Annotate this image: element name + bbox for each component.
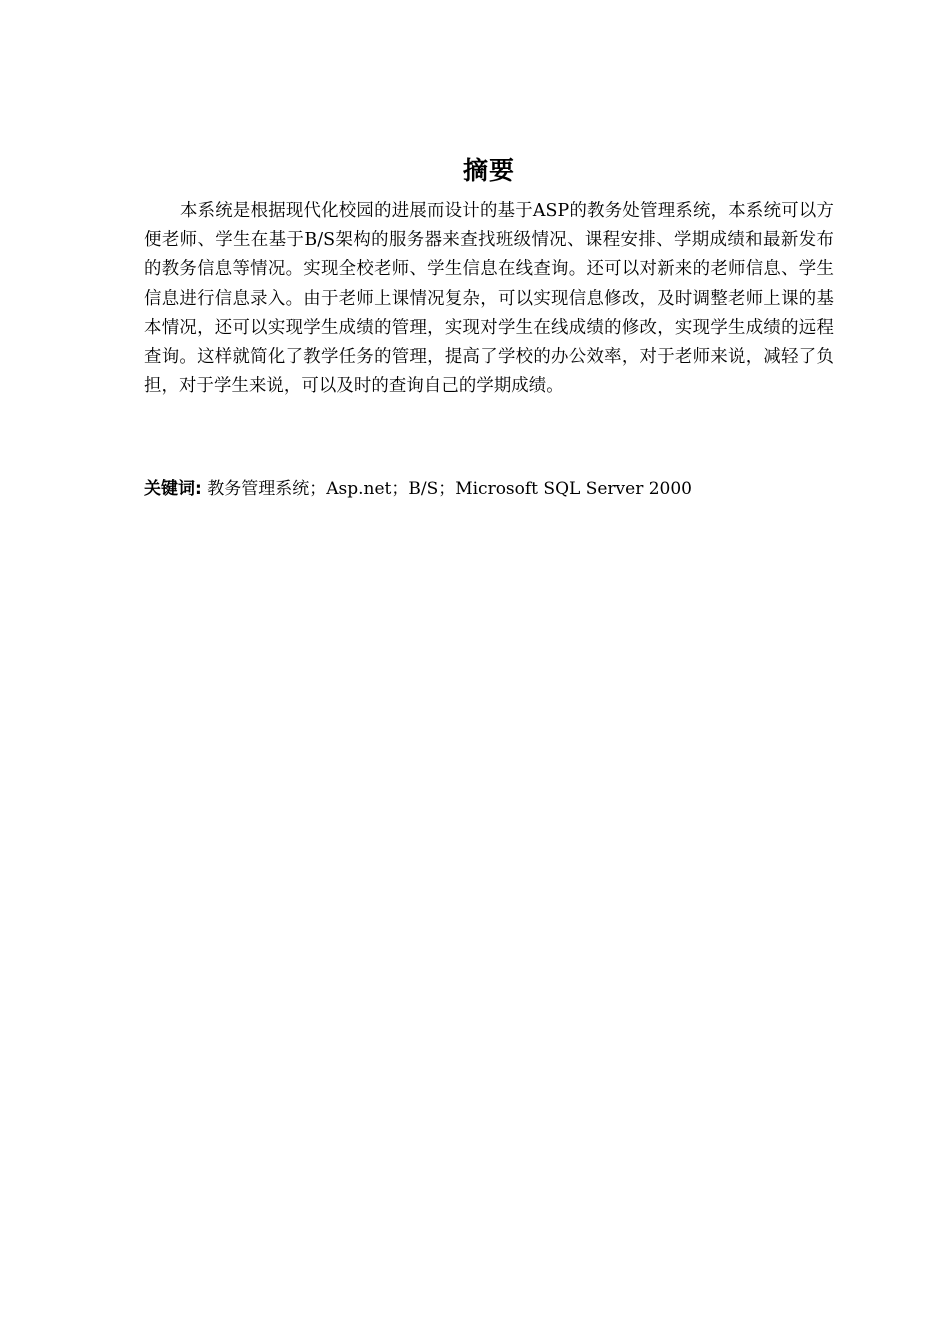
page-title: 摘要 (462, 155, 515, 185)
keywords-line (144, 476, 834, 502)
keywords-text: 教务管理系统；Asp.net；B/S；Microsoft SQL Server 2000 (201, 479, 692, 499)
keywords-label: 关键词: (144, 479, 202, 499)
abstract-paragraph: 本系统是根据现代化校园的进展而设计的基于ASP的教务处管理系统，本系统可以方便老师、学生在基于B/S架构的服务器来查找班级情况、课程安排、学期成绩和最新发布的教务信息等情况。实现全校老师、学生信息在线查询。还可以对新来的老师信息、学生信息进行信息录入。由于老师上课情况复杂，可以实现信息修改，及时调整老师上课的基本情况，还可以实现学生成绩的管理，实现对学生在线成绩的修改，实现学生成绩的远程查询。这样就简化了教学任务的管理，提高了学校的办公效率，对于老师来说，减轻了负担，对于学生来说，可以及时的查询自己的学期成绩。 (144, 201, 834, 397)
